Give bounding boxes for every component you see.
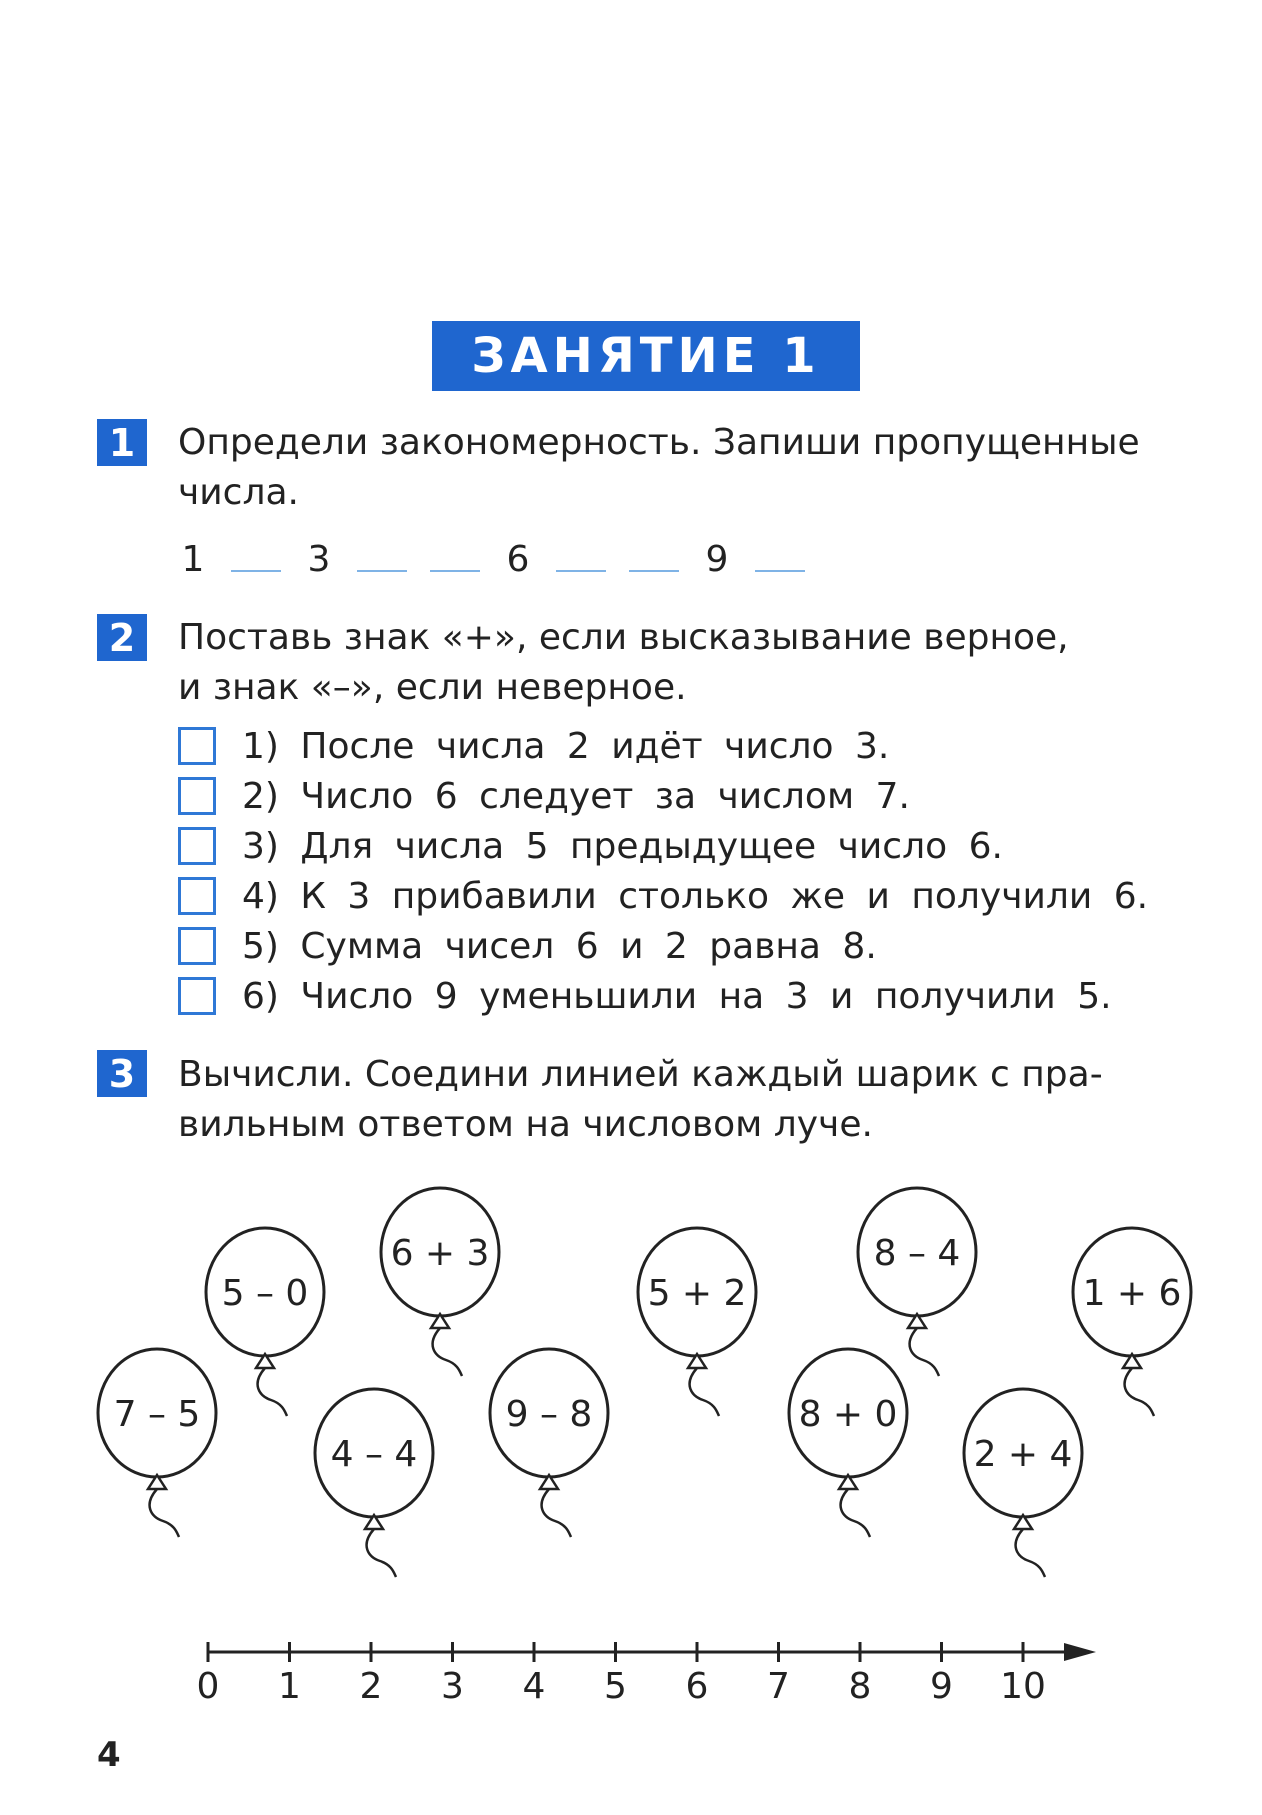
number-line-label[interactable]: 10	[1000, 1666, 1046, 1707]
task-number-3: 3	[97, 1050, 147, 1097]
number-line-label[interactable]: 2	[359, 1666, 383, 1707]
balloon[interactable]	[206, 1228, 324, 1416]
sequence-number: 1	[181, 539, 205, 580]
balloon[interactable]	[315, 1389, 433, 1577]
balloon-expression: 7 – 5	[113, 1394, 201, 1435]
balloon-string	[542, 1489, 571, 1537]
balloon[interactable]	[98, 1349, 216, 1537]
balloon-string	[433, 1328, 462, 1376]
lesson-title: ЗАНЯТИЕ 1	[432, 321, 860, 391]
balloon-string	[1125, 1368, 1154, 1416]
statement-text: 2) Число 6 следует за числом 7.	[242, 775, 910, 817]
balloon-expression: 9 – 8	[505, 1394, 593, 1435]
balloon-expression: 5 – 0	[221, 1273, 309, 1314]
task-1-text-line: Определи закономерность. Запиши пропущенные	[178, 422, 1140, 463]
balloon-string	[841, 1489, 870, 1537]
balloon[interactable]	[858, 1188, 976, 1376]
balloon-string	[258, 1368, 287, 1416]
number-line	[197, 1642, 1096, 1707]
task-3-text-line: Вычисли. Соедини линией каждый шарик с пра-	[178, 1054, 1103, 1095]
number-line-label[interactable]: 7	[767, 1666, 790, 1707]
sequence-number: 9	[705, 539, 729, 580]
task-2-text-line: и знак «–», если неверное.	[178, 667, 687, 708]
task-number-2: 2	[97, 614, 147, 661]
sequence-number: 3	[307, 539, 331, 580]
task-1-text-line: числа.	[178, 472, 299, 513]
balloon-expression: 6 + 3	[390, 1233, 490, 1274]
number-line-label[interactable]: 1	[278, 1666, 301, 1707]
number-line-label[interactable]: 5	[604, 1666, 627, 1707]
number-line-label[interactable]: 6	[685, 1666, 709, 1707]
balloon[interactable]	[789, 1349, 907, 1537]
balloon-expression: 8 + 0	[798, 1394, 898, 1435]
task-3-text-line: вильным ответом на числовом луче.	[178, 1104, 873, 1145]
balloon[interactable]	[638, 1228, 756, 1416]
balloon-string	[1016, 1529, 1045, 1577]
balloon-expression: 1 + 6	[1082, 1273, 1182, 1314]
number-line-label[interactable]: 9	[930, 1666, 953, 1707]
balloon[interactable]	[964, 1389, 1082, 1577]
number-line-label[interactable]: 8	[848, 1666, 872, 1707]
number-line-label[interactable]: 4	[522, 1666, 546, 1707]
balloon-string	[690, 1368, 719, 1416]
balloon-string	[367, 1529, 396, 1577]
balloon[interactable]	[1073, 1228, 1191, 1416]
sequence-number: 6	[506, 539, 530, 580]
statement-text: 5) Сумма чисел 6 и 2 равна 8.	[242, 925, 877, 967]
balloon[interactable]	[381, 1188, 499, 1376]
task-2-text-line: Поставь знак «+», если высказывание верное,	[178, 617, 1069, 658]
balloon-string	[910, 1328, 939, 1376]
balloon-expression: 2 + 4	[973, 1434, 1073, 1475]
number-line-label[interactable]: 0	[196, 1666, 220, 1707]
statement-text: 4) К 3 прибавили столько же и получили 6.	[242, 875, 1149, 917]
balloon[interactable]	[490, 1349, 608, 1537]
statement-text: 6) Число 9 уменьшили на 3 и получили 5.	[242, 975, 1112, 1017]
statement-text: 1) После числа 2 идёт число 3.	[242, 725, 890, 767]
balloon-expression: 4 – 4	[330, 1434, 418, 1475]
balloon-group	[98, 1188, 1191, 1577]
balloon-expression: 5 + 2	[647, 1273, 747, 1314]
balloon-string	[150, 1489, 179, 1537]
task-number-1: 1	[97, 419, 147, 466]
page-number: 4	[97, 1735, 121, 1775]
statement-text: 3) Для числа 5 предыдущее число 6.	[242, 825, 1003, 867]
arrow-head-icon	[1064, 1643, 1096, 1661]
balloon-expression: 8 – 4	[873, 1233, 961, 1274]
number-line-label[interactable]: 3	[441, 1666, 464, 1707]
